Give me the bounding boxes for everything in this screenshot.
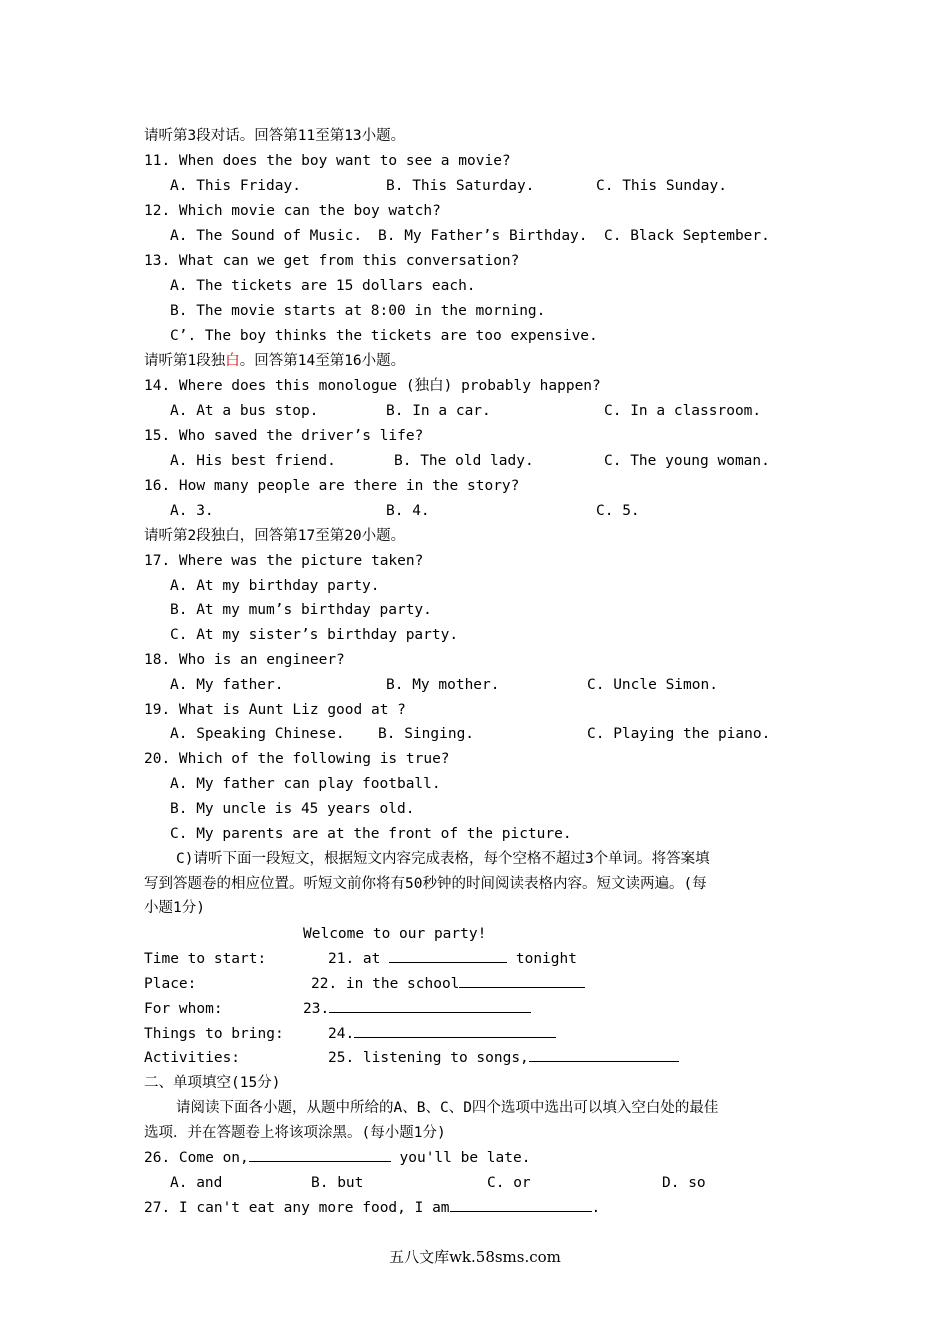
option-c: C. At my sister’s birthday party.: [170, 627, 459, 643]
intro-text: 请听第1段独: [144, 353, 226, 369]
section-instruction: 选项．并在答题卷上将该项涂黑。(每小题1分): [144, 1125, 446, 1141]
table-title: Welcome to our party!: [303, 926, 487, 942]
option-a: A. His best friend.: [170, 453, 336, 469]
option-a: A. 3.: [170, 503, 214, 519]
option-a: A. My father can play football.: [170, 776, 441, 792]
option-c: C. My parents are at the front of the picture.: [170, 826, 572, 842]
option-b: B. Singing.: [378, 726, 475, 742]
option-c: C. or: [487, 1175, 531, 1191]
question-15: 15. Who saved the driver’s life?: [144, 428, 424, 444]
question-18: 18. Who is an engineer?: [144, 652, 345, 668]
row-text: tonight: [515, 951, 577, 967]
option-c: C. The young woman.: [604, 453, 770, 469]
option-c: C’. The boy thinks the tickets are too expensive.: [170, 328, 598, 344]
option-c: C. 5.: [596, 503, 640, 519]
part-c-instruction: 小题1分): [144, 900, 205, 916]
option-b: B. The movie starts at 8:00 in the morning.: [170, 303, 546, 319]
stem-text: 27. I can't eat any more food, I am: [144, 1200, 450, 1216]
option-a: A. My father.: [170, 677, 284, 693]
part-c-instruction: C)请听下面一段短文，根据短文内容完成表格，每个空格不超过3个单词。将答案填: [176, 851, 710, 867]
table-row-21: [328, 947, 577, 971]
stem-text: .: [591, 1200, 601, 1216]
question-19: 19. What is Aunt Liz good at ?: [144, 702, 406, 718]
answer-blank: [529, 1047, 679, 1062]
option-b: B. My mother.: [386, 677, 500, 693]
row-text: 21. at: [328, 951, 381, 967]
question-12: 12. Which movie can the boy watch?: [144, 203, 441, 219]
table-row-22: [311, 972, 585, 996]
option-b: B. The old lady.: [394, 453, 534, 469]
table-label: Time to start:: [144, 951, 267, 967]
answer-blank: [450, 1197, 592, 1212]
section-intro: [144, 349, 405, 373]
question-17: 17. Where was the picture taken?: [144, 553, 424, 569]
footer-watermark: 五八文库wk.58sms.com: [389, 1248, 561, 1266]
option-b: B. At my mum’s birthday party.: [170, 602, 432, 618]
option-a: A. The tickets are 15 dollars each.: [170, 278, 476, 294]
answer-blank: [329, 998, 531, 1013]
section-intro: 请听第3段对话。回答第11至第13小题。: [144, 128, 406, 144]
answer-blank: [354, 1023, 556, 1038]
option-b: B. My uncle is 45 years old.: [170, 801, 415, 817]
option-c: C. Uncle Simon.: [587, 677, 718, 693]
question-11: 11. When does the boy want to see a movie?: [144, 153, 511, 169]
section-title: 二、单项填空(15分): [144, 1075, 281, 1091]
option-d: D. so: [662, 1175, 706, 1191]
answer-blank: [459, 973, 585, 988]
option-a: A. At a bus stop.: [170, 403, 319, 419]
option-a: A. and: [170, 1175, 223, 1191]
answer-blank: [249, 1147, 391, 1162]
stem-text: you'll be late.: [399, 1150, 531, 1166]
option-c: C. Playing the piano.: [587, 726, 771, 742]
part-c-instruction: 写到答题卷的相应位置。听短文前你将有50秒钟的时间阅读表格内容。短文读两遍。(每: [144, 876, 707, 892]
row-text: 25. listening to songs,: [328, 1050, 529, 1066]
question-13: 13. What can we get from this conversation?: [144, 253, 520, 269]
table-label: Things to bring:: [144, 1026, 284, 1042]
option-b: B. In a car.: [386, 403, 491, 419]
table-label: For whom:: [144, 1001, 223, 1017]
option-c: C. Black September.: [604, 228, 770, 244]
option-b: B. This Saturday.: [386, 178, 535, 194]
section-instruction: 请阅读下面各小题，从题中所给的A、B、C、D四个选项中选出可以填入空白处的最佳: [176, 1100, 719, 1116]
question-20: 20. Which of the following is true?: [144, 751, 450, 767]
option-a: A. This Friday.: [170, 178, 301, 194]
intro-text: 。回答第14至第16小题。: [239, 353, 406, 369]
question-27: [144, 1196, 600, 1220]
option-b: B. My Father’s Birthday.: [378, 228, 588, 244]
option-b: B. 4.: [386, 503, 430, 519]
question-16: 16. How many people are there in the story?: [144, 478, 520, 494]
table-row-24: [328, 1022, 556, 1046]
row-text: 23.: [303, 1001, 330, 1017]
question-26: [144, 1146, 530, 1170]
section-intro: 请听第2段独白，回答第17至第20小题。: [144, 528, 406, 544]
option-c: C. In a classroom.: [604, 403, 762, 419]
table-label: Activities:: [144, 1050, 241, 1066]
option-c: C. This Sunday.: [596, 178, 727, 194]
table-row-25: [328, 1046, 679, 1070]
option-a: A. At my birthday party.: [170, 578, 380, 594]
row-text: 24.: [328, 1026, 355, 1042]
table-row-23: [303, 997, 531, 1021]
row-text: 22. in the school: [311, 976, 460, 992]
option-a: A. Speaking Chinese.: [170, 726, 345, 742]
answer-blank: [389, 948, 507, 963]
table-label: Place:: [144, 976, 197, 992]
option-a: A. The Sound of Music.: [170, 228, 363, 244]
question-14: 14. Where does this monologue (独白) probably happen?: [144, 378, 601, 394]
intro-red-text: 白: [225, 353, 240, 369]
stem-text: 26. Come on,: [144, 1150, 249, 1166]
option-b: B. but: [311, 1175, 364, 1191]
